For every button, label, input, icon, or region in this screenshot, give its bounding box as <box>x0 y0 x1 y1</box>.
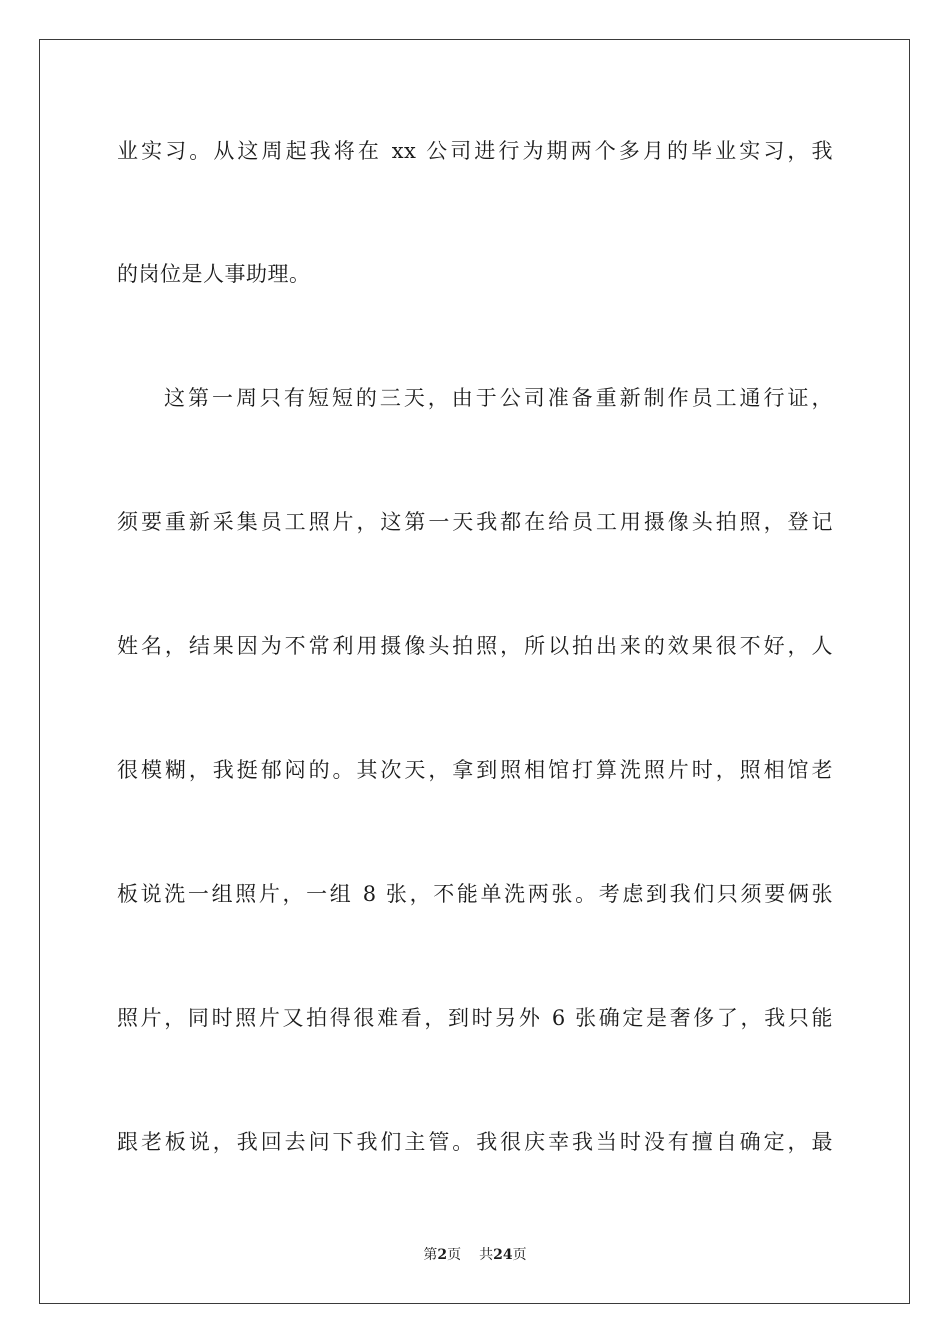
page-number-current: 2 <box>437 1247 448 1263</box>
page-total-suffix: 页 <box>512 1247 527 1263</box>
page-footer <box>0 1245 950 1265</box>
body-text-line: 的岗位是人事助理。 <box>117 262 311 286</box>
body-text-line: 须要重新采集员工照片，这第一天我都在给员工用摄像头拍照，登记 <box>117 510 833 534</box>
body-text-line: 很模糊，我挺郁闷的。其次天，拿到照相馆打算洗照片时，照相馆老 <box>117 758 833 782</box>
body-text-line: 跟老板说，我回去问下我们主管。我很庆幸我当时没有擅自确定，最 <box>117 1130 833 1154</box>
page-total-prefix: 共 <box>479 1247 494 1263</box>
page-number-suffix: 页 <box>447 1247 462 1263</box>
page-total-count: 24 <box>493 1247 513 1263</box>
body-text-line: 姓名，结果因为不常利用摄像头拍照，所以拍出来的效果很不好，人 <box>117 634 833 658</box>
paragraph-first-line: 这第一周只有短短的三天，由于公司准备重新制作员工通行证， <box>164 386 833 410</box>
body-text-line: 业实习。从这周起我将在 xx 公司进行为期两个多月的毕业实习，我 <box>117 139 833 163</box>
body-text-line: 板说洗一组照片，一组 8 张，不能单洗两张。考虑到我们只须要俩张 <box>117 882 833 906</box>
body-text-line: 照片，同时照片又拍得很难看，到时另外 6 张确定是奢侈了，我只能 <box>117 1006 833 1030</box>
page-border <box>39 39 910 1304</box>
page-number-prefix: 第 <box>423 1247 438 1263</box>
